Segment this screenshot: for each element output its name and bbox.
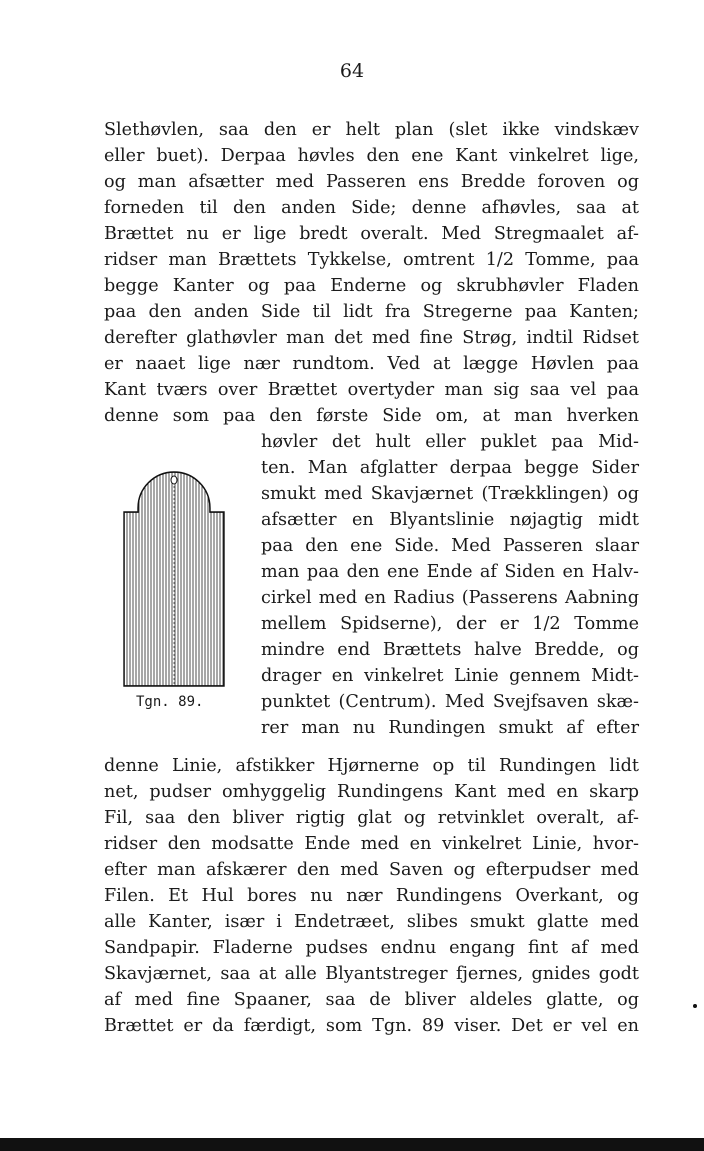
- text-line: efter man afskærer den med Saven og efterpudser med: [104, 860, 639, 880]
- text-line: Brættet nu er lige bredt overalt. Med Stregmaalet af-: [104, 224, 639, 244]
- page-number: 64: [339, 60, 365, 82]
- text-line: afsætter en Blyantslinie nøjagtig midt: [261, 510, 639, 530]
- text-line: og man afsætter med Passeren ens Bredde foroven og: [104, 172, 639, 192]
- text-line: paa den ene Side. Med Passeren slaar: [261, 536, 639, 556]
- scan-edge: [0, 1138, 704, 1151]
- text-line: paa den anden Side til lidt fra Stregerne paa Kanten;: [104, 302, 639, 322]
- text-line: net, pudser omhyggelig Rundingens Kant med en skarp: [104, 782, 639, 802]
- text-line: smukt med Skavjærnet (Trækklingen) og: [261, 484, 639, 504]
- text-line: Skavjærnet, saa at alle Blyantstreger fjernes, gnides godt: [104, 964, 639, 984]
- text-line: cirkel med en Radius (Passerens Aabning: [261, 588, 639, 608]
- text-line: mindre end Brættets halve Bredde, og: [261, 640, 639, 660]
- text-line: Sandpapir. Fladerne pudses endnu engang fint af med: [104, 938, 639, 958]
- text-line: eller buet). Derpaa høvles den ene Kant vinkelret lige,: [104, 146, 639, 166]
- text-line: mellem Spidserne), der er 1/2 Tomme: [261, 614, 639, 634]
- text-line: Fil, saa den bliver rigtig glat og retvinklet overalt, af-: [104, 808, 639, 828]
- text-line: høvler det hult eller puklet paa Mid-: [261, 432, 639, 452]
- text-line: drager en vinkelret Linie gennem Midt-: [261, 666, 639, 686]
- text-line: ridser man Brættets Tykkelse, omtrent 1/2 Tomme, paa: [104, 250, 639, 270]
- text-line: man paa den ene Ende af Siden en Halv-: [261, 562, 639, 582]
- text-line: rer man nu Rundingen smukt af efter: [261, 718, 639, 738]
- text-line: Brættet er da færdigt, som Tgn. 89 viser. Det er vel en: [104, 1016, 639, 1036]
- text-line: Filen. Et Hul bores nu nær Rundingens Overkant, og: [104, 886, 639, 906]
- ink-speck: [693, 1004, 697, 1008]
- text-line: denne Linie, afstikker Hjørnerne op til Rundingen lidt: [104, 756, 639, 776]
- text-line: derefter glathøvler man det med fine Strøg, indtil Ridset: [104, 328, 639, 348]
- text-line: ten. Man afglatter derpaa begge Sider: [261, 458, 639, 478]
- text-line: denne som paa den første Side om, at man hverken: [104, 406, 639, 426]
- text-line: ridser den modsatte Ende med en vinkelret Linie, hvor-: [104, 834, 639, 854]
- text-line: forneden til den anden Side; denne afhøvles, saa at: [104, 198, 639, 218]
- text-line: begge Kanter og paa Enderne og skrubhøvler Fladen: [104, 276, 639, 296]
- text-line: alle Kanter, især i Endetræet, slibes smukt glatte med: [104, 912, 639, 932]
- text-line: Slethøvlen, saa den er helt plan (slet ikke vindskæv: [104, 120, 639, 140]
- figure-caption: Tgn. 89.: [136, 694, 204, 710]
- text-line: punktet (Centrum). Med Svejfsaven skæ-: [261, 692, 639, 712]
- text-line: af med fine Spaaner, saa de bliver aldeles glatte, og: [104, 990, 639, 1010]
- text-line: Kant tværs over Brættet overtyder man sig saa vel paa: [104, 380, 639, 400]
- board-illustration: [120, 468, 228, 690]
- text-line: er naaet lige nær rundtom. Ved at lægge Høvlen paa: [104, 354, 639, 374]
